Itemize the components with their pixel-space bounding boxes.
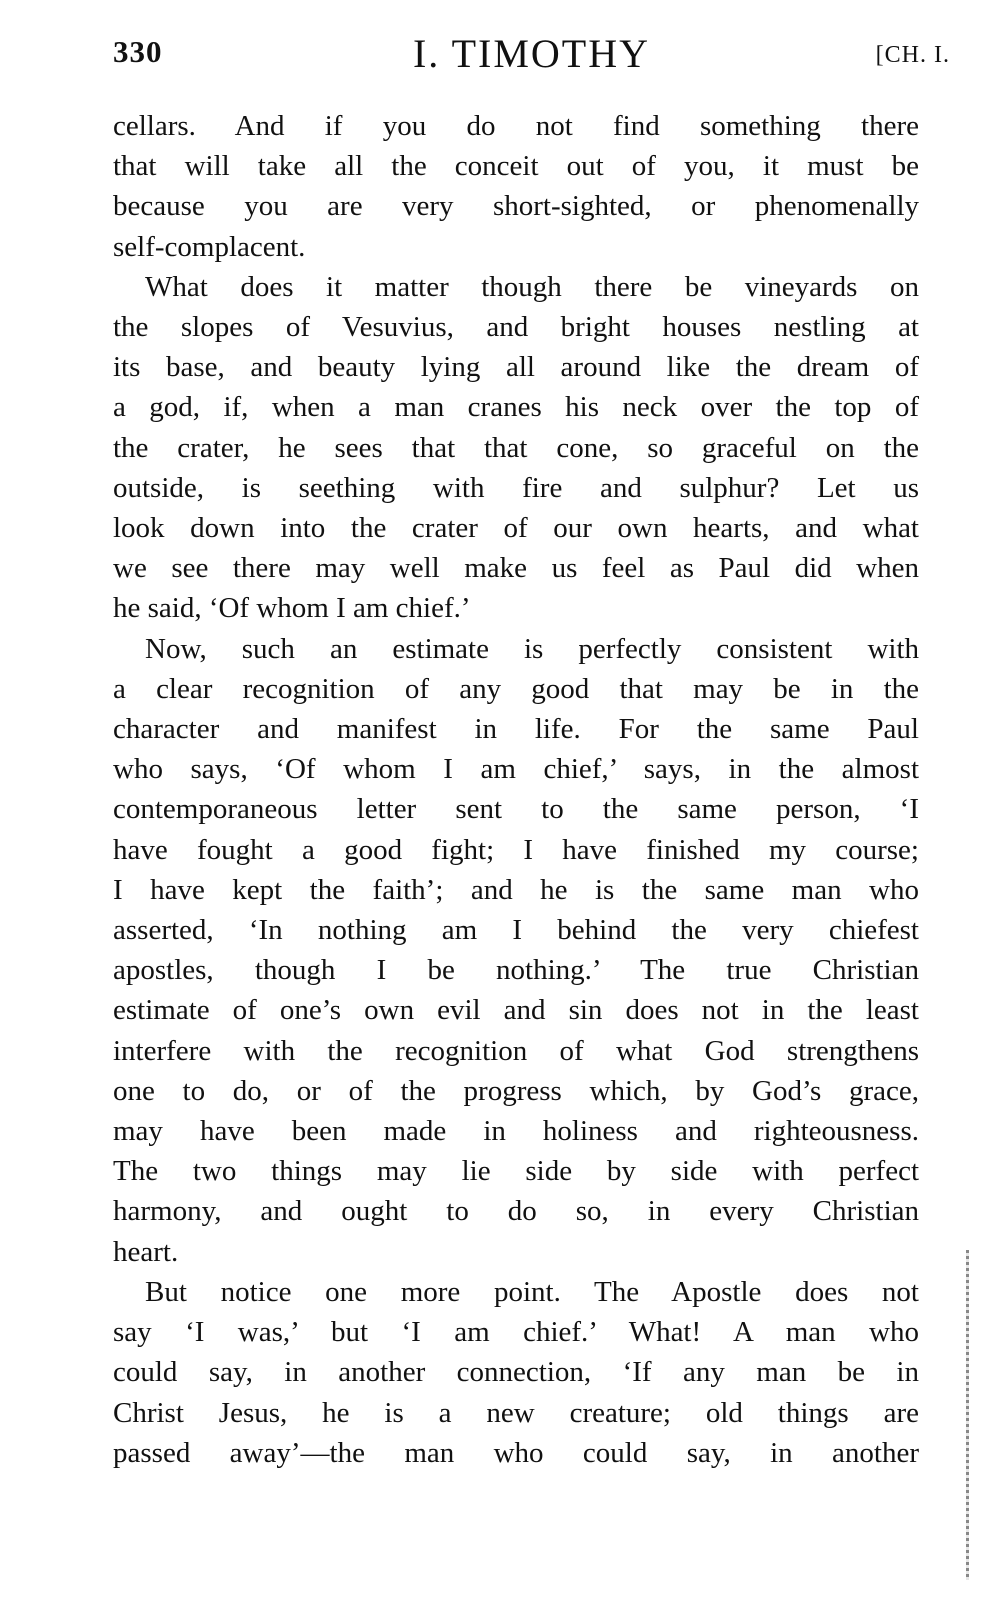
- text-line: we see there may well make us feel as Paul did when: [113, 552, 919, 585]
- text-line: may have been made in holiness and righteousness.: [113, 1115, 919, 1148]
- text-line: estimate of one’s own evil and sin does not in the least: [113, 994, 919, 1027]
- text-line: Christ Jesus, he is a new creature; old things are: [113, 1396, 919, 1429]
- body-text: [113, 106, 919, 1473]
- text-line: its base, and beauty lying all around like the dream of: [113, 351, 919, 384]
- text-line: a god, if, when a man cranes his neck over the top of: [113, 391, 919, 424]
- text-line: character and manifest in life. For the same Paul: [113, 713, 919, 746]
- text-line: I have kept the faith’; and he is the same man who: [113, 873, 919, 906]
- text-line: heart.: [113, 1235, 179, 1268]
- text-line: passed away’—the man who could say, in another: [113, 1436, 919, 1469]
- page-header: [113, 30, 950, 80]
- paragraph: [113, 1272, 919, 1473]
- text-line: interfere with the recognition of what God strengthens: [113, 1034, 919, 1067]
- text-line: apostles, though I be nothing.’ The true Christian: [113, 954, 919, 987]
- text-line: a clear recognition of any good that may be in the: [113, 672, 919, 705]
- paragraph: [113, 106, 919, 267]
- text-line: the slopes of Vesuvius, and bright houses nestling at: [113, 311, 919, 344]
- text-line: asserted, ‘In nothing am I behind the very chiefest: [113, 914, 919, 947]
- paragraph: [113, 629, 919, 1272]
- paragraph: [113, 267, 919, 629]
- text-line: that will take all the conceit out of you, it must be: [113, 150, 919, 183]
- text-line: the crater, he sees that that cone, so graceful on the: [113, 431, 919, 464]
- text-line: Now, such an estimate is perfectly consistent with: [145, 632, 919, 665]
- text-line: have fought a good fight; I have finished my course;: [113, 833, 919, 866]
- text-line: say ‘I was,’ but ‘I am chief.’ What! A man who: [113, 1316, 919, 1349]
- text-line: who says, ‘Of whom I am chief,’ says, in the almost: [113, 753, 919, 786]
- text-line: cellars. And if you do not find something there: [113, 110, 919, 142]
- text-line: one to do, or of the progress which, by God’s grace,: [113, 1074, 919, 1107]
- chapter-reference: [CH. I.: [875, 42, 950, 68]
- running-title: I. TIMOTHY: [412, 31, 650, 76]
- text-line: look down into the crater of our own hearts, and what: [113, 512, 919, 545]
- text-line: But notice one more point. The Apostle does not: [145, 1275, 919, 1308]
- text-line: could say, in another connection, ‘If any man be in: [113, 1356, 919, 1389]
- text-line: The two things may lie side by side with perfect: [113, 1155, 919, 1188]
- page-edge-mark: [966, 1250, 969, 1580]
- page-number: 330: [113, 34, 163, 69]
- text-line: harmony, and ought to do so, in every Christian: [113, 1195, 919, 1228]
- text-line: What does it matter though there be vineyards on: [145, 270, 919, 303]
- text-line: self-complacent.: [113, 230, 306, 263]
- text-line: contemporaneous letter sent to the same person, ‘I: [113, 793, 919, 826]
- text-line: because you are very short-sighted, or phenomenally: [113, 190, 919, 223]
- text-line: outside, is seething with fire and sulphur? Let us: [113, 471, 919, 504]
- text-line: he said, ‘Of whom I am chief.’: [113, 592, 471, 625]
